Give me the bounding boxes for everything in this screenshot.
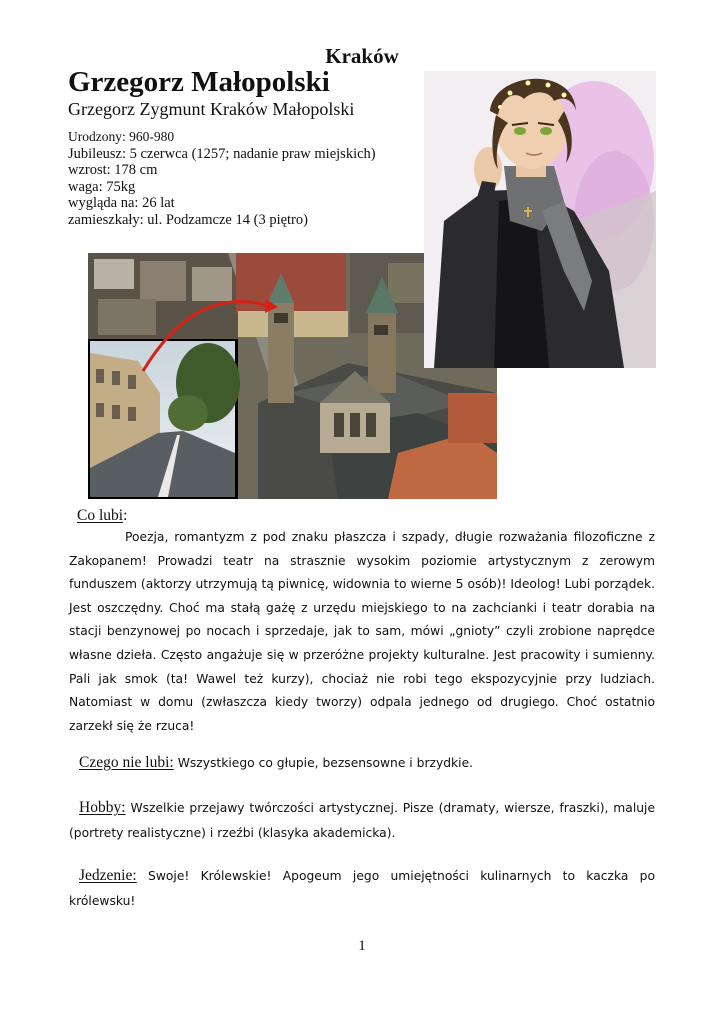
character-facts xyxy=(68,129,420,228)
hobby-paragraph xyxy=(69,796,655,845)
food-heading: Jedzenie: xyxy=(79,867,137,884)
dislikes-text: Wszystkiego co głupie, bezsensowne i brzydkie. xyxy=(177,756,474,770)
fact-address: zamieszkały: ul. Podzamcze 14 (3 piętro) xyxy=(68,211,308,228)
likes-text: Poezja, romantyzm z pod znaku płaszcza i szpady, długie rozważania filozoficzne z Zakopanem! Prowadzi teatr na strasznie wysokim poziomie artystycznym z zerowym funduszem (aktorzy utrzymują tą piwnicę, widownia to wierne 5 osób)! Ideolog! Lubi porządek. Jest oszczędny. Choć ma stałą gażę z urzędu miejskiego to na zachcianki i teatr dorabia na stacji benzynowej po nocach i sprzedaje, jak to sam, mówi „gnioty” czyli zrobione naprędce własne dzieła. Często angażuje się w przeróżne projekty kulturalne. Jest pracowity i sumienny. Pali jak smok (ta! Wawel też kurzy), chociaż nie robi tego ekspozycyjnie przy ludziach. Natomiast w domu (zwłaszcza kiedy tworzy) odpala jednego od drugiego. Choć ostatnio zarzekł się że rzuca! xyxy=(69,530,655,733)
character-portrait xyxy=(424,71,656,368)
character-full-name: Grzegorz Zygmunt Kraków Małopolski xyxy=(68,99,355,119)
page-number: 1 xyxy=(358,938,366,954)
dislikes-paragraph xyxy=(79,754,473,772)
likes-heading xyxy=(77,507,127,525)
food-paragraph xyxy=(69,864,655,913)
likes-heading-colon: : xyxy=(123,507,128,524)
dislikes-heading: Czego nie lubi: xyxy=(79,754,174,771)
fact-apparent-age: wygląda na: 26 lat xyxy=(68,195,175,211)
likes-heading-label: Co lubi xyxy=(77,507,124,524)
document-title: Kraków xyxy=(325,44,399,68)
fact-jubilee: Jubileusz: 5 czerwca (1257; nadanie praw miejskich) xyxy=(68,145,376,162)
fact-height: wzrost: 178 cm xyxy=(68,162,158,178)
fact-born: Urodzony: 960-980 xyxy=(68,129,175,144)
hobby-text: Wszelkie przejawy twórczości artystycznej. Pisze (dramaty, wiersze, fraszki), maluje (portrety realistyczne) i rzeźbi (klasyka akademicka). xyxy=(69,801,656,840)
character-name: Grzegorz Małopolski xyxy=(68,66,330,98)
fact-weight: waga: 75kg xyxy=(68,178,136,195)
food-text: Swoje! Królewskie! Apogeum jego umiejętności kulinarnych to kaczka po królewsku! xyxy=(69,869,655,908)
hobby-heading: Hobby: xyxy=(79,799,126,816)
